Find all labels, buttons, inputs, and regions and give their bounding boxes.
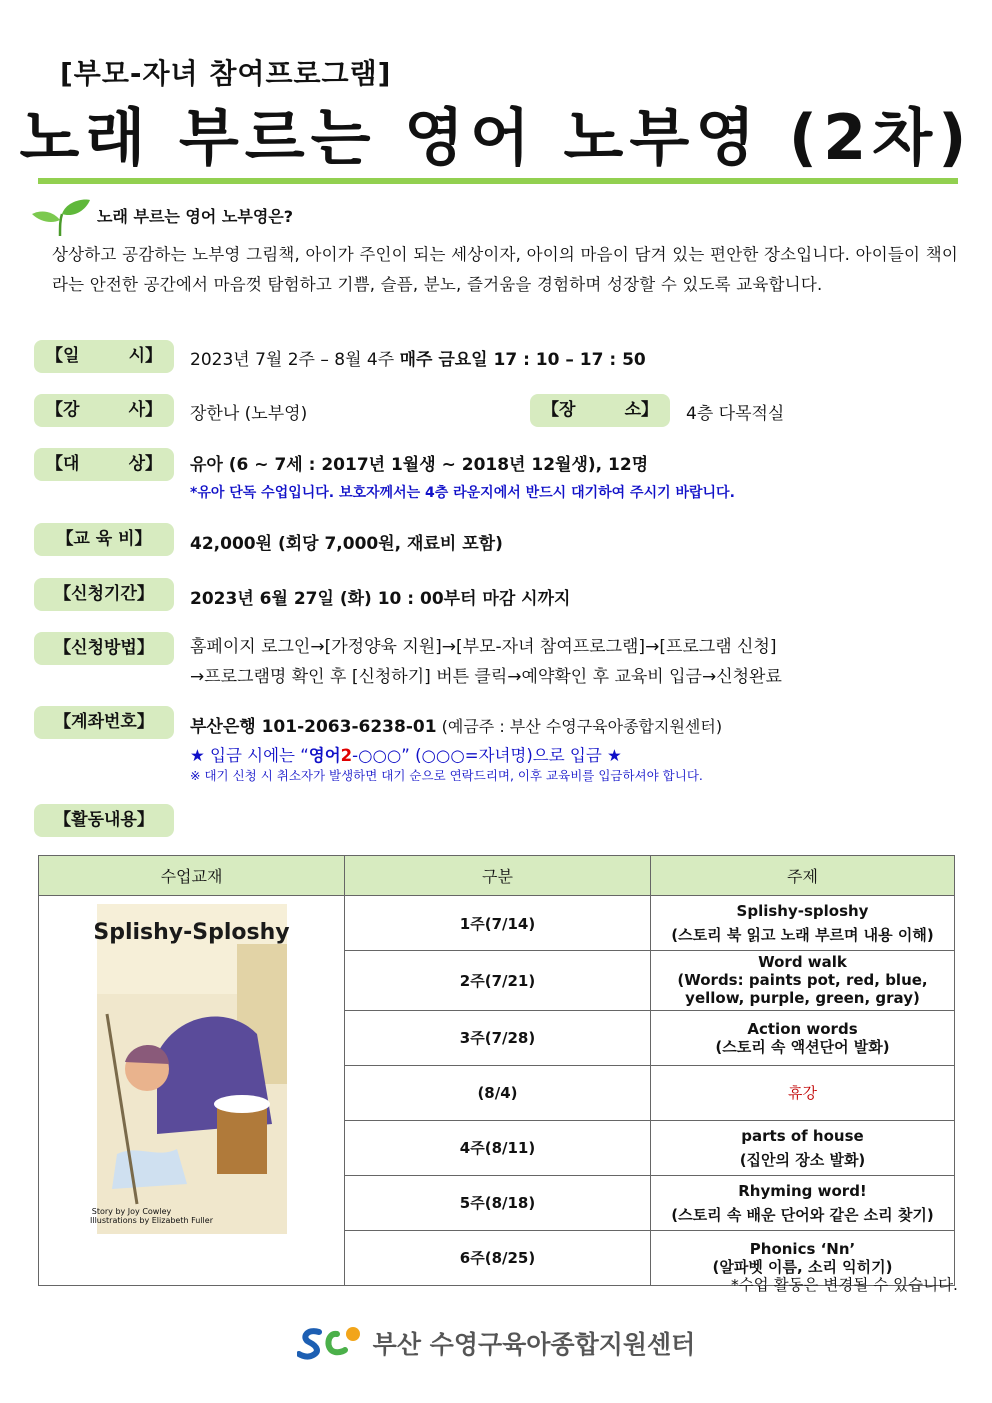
topic-cell (651, 1010, 955, 1065)
intro-body: 상상하고 공감하는 노부영 그림책, 아이가 주인이 되는 세상이자, 아이의 마음이 담겨 있는 편안한 장소입니다. 아이들이 책이라는 안전한 공간에서 마음껏 탐험하고 기쁨, 슬픔, 분노, 즐거움을 경험하며 성장할 수 있도록 교육합니다. (52, 245, 958, 294)
table-header-row (39, 856, 955, 896)
fee-label: 【교 육 비】 (34, 523, 174, 556)
topic-desc: (스토리 속 액션단어 발화) (715, 1037, 890, 1056)
target-label (34, 448, 174, 481)
target-note: *유아 단독 수업입니다. 보호자께서는 4층 라운지에서 반드시 대기하여 주시기 바랍니다. (190, 485, 735, 501)
sprout-icon (30, 196, 92, 238)
topic-desc: (스토리 속 배운 단어와 같은 소리 찾기) (671, 1205, 934, 1224)
activities-label: 【활동내용】 (34, 804, 174, 837)
book-cover-cell (39, 896, 345, 1286)
header-topic: 주제 (651, 856, 955, 896)
target-label-a: 【대 (46, 454, 80, 474)
activities-footnote: *수업 활동은 변경될 수 있습니다. (730, 1276, 958, 1294)
topic-cell (651, 1120, 955, 1175)
week-cell: (8/4) (345, 1065, 651, 1120)
page-title: 노래 부르는 영어 노부영 (2차) (19, 101, 973, 174)
deposit-instruction (190, 742, 622, 766)
topic-cell (651, 1065, 955, 1120)
topic-title: Action words (747, 1019, 858, 1038)
method-line2: →프로그램명 확인 후 [신청하기] 버튼 클릭→예약확인 후 교육비 입금→신청완료 (190, 667, 782, 687)
topic-cell (651, 951, 955, 1010)
topic-desc: (알파벳 이름, 소리 익히기) (712, 1257, 893, 1276)
account-label: 【계좌번호】 (34, 706, 174, 739)
week-cell: 2주(7/21) (345, 951, 651, 1010)
schedule-label-a: 【일 (46, 346, 80, 366)
week-cell: 5주(8/18) (345, 1175, 651, 1230)
topic-title: Phonics ‘Nn’ (749, 1239, 856, 1258)
topic-cell (651, 1175, 955, 1230)
book-author: Story by Joy Cowley (91, 1207, 172, 1216)
fee-value: 42,000원 (회당 7,000원, 재료비 포함) (190, 534, 503, 554)
book-cover-image (97, 904, 287, 1234)
book-title: Splishy-Sploshy (93, 920, 290, 945)
week-cell: 6주(8/25) (345, 1230, 651, 1285)
topic-title: Word walk (758, 953, 847, 972)
footer (0, 1322, 992, 1364)
topic-title: Splishy-sploshy (736, 902, 869, 921)
account-value (190, 712, 722, 737)
week-cell: 3주(7/28) (345, 1010, 651, 1065)
schedule-dates: 2023년 7월 2주 – 8월 4주 (190, 350, 400, 370)
target-label-b: 상】 (128, 454, 162, 474)
title-divider (38, 178, 958, 184)
waitlist-note: ※ 대기 신청 시 취소자가 발생하면 대기 순으로 연락드리며, 이후 교육비를 입금하셔야 합니다. (190, 768, 703, 783)
instructor-label-a: 【강 (46, 400, 80, 420)
period-label: 【신청기간】 (34, 578, 174, 611)
schedule-value (190, 345, 646, 370)
deposit-pre: ★ 입금 시에는 “ (190, 746, 309, 765)
method-line1: 홈페이지 로그인→[가정양육 지원]→[부모-자녀 참여프로그램]→[프로그램 신청] (190, 637, 777, 657)
place-label-a: 【장 (542, 400, 576, 420)
topic-title: Rhyming word! (738, 1181, 867, 1200)
target-value: 유아 (6 ~ 7세 : 2017년 1월생 ~ 2018년 12월생), 12명 (190, 455, 649, 475)
activities-table (38, 855, 955, 1286)
deposit-red: 2 (340, 746, 353, 765)
schedule-label-b: 시】 (128, 346, 162, 366)
header-textbook: 수업교재 (39, 856, 345, 896)
account-holder: (예금주 : 부산 수영구육아종합지원센터) (436, 717, 723, 736)
table-row (39, 896, 955, 951)
account-number: 부산은행 101-2063-6238-01 (190, 717, 437, 737)
place-value: 4층 다목적실 (686, 404, 785, 424)
cancel-label: 휴강 (788, 1083, 817, 1102)
topic-desc: (Words: paints pot, red, blue, yellow, purple, green, gray) (677, 971, 928, 1008)
schedule-label (34, 340, 174, 373)
center-logo-icon (297, 1322, 363, 1364)
instructor-label (34, 394, 174, 427)
deposit-post: -○○○” (○○○=자녀명)으로 입금 ★ (352, 746, 622, 765)
schedule-time: 매주 금요일 17 : 10 – 17 : 50 (399, 350, 646, 370)
topic-desc: (스토리 북 읽고 노래 부르며 내용 이해) (671, 926, 934, 945)
topic-cell (651, 896, 955, 951)
place-label (530, 394, 670, 427)
place-label-b: 소】 (624, 400, 658, 420)
method-label: 【신청방법】 (34, 632, 174, 665)
week-cell: 1주(7/14) (345, 896, 651, 951)
header-week: 구분 (345, 856, 651, 896)
week-cell: 4주(8/11) (345, 1120, 651, 1175)
center-name: 부산 수영구육아종합지원센터 (372, 1330, 696, 1359)
topic-title: parts of house (741, 1126, 864, 1145)
period-value: 2023년 6월 27일 (화) 10 : 00부터 마감 시까지 (190, 589, 571, 609)
instructor-value: 장한나 (노부영) (190, 404, 308, 424)
intro-heading: 노래 부르는 영어 노부영은? (97, 207, 294, 226)
book-illustrator: Illustrations by Elizabeth Fuller (89, 1216, 213, 1225)
program-category: [부모-자녀 참여프로그램] (60, 57, 392, 90)
topic-desc: (집안의 장소 발화) (739, 1150, 866, 1169)
deposit-bold: 영어 (308, 746, 341, 765)
instructor-label-b: 사】 (128, 400, 162, 420)
